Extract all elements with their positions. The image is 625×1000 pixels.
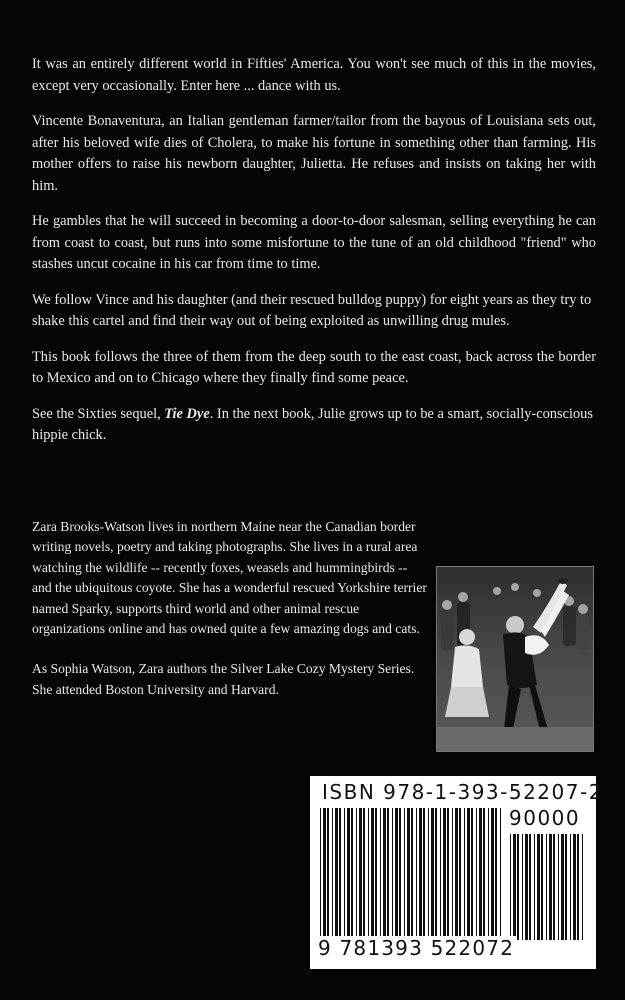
sequel-title: Tie Dye	[164, 405, 210, 422]
barcode-bar	[452, 808, 453, 940]
barcode-bar	[522, 834, 523, 940]
barcode-digits: 9 781393 522072	[318, 936, 515, 960]
barcode-bar	[467, 808, 470, 940]
barcode-bar	[455, 808, 458, 940]
barcode-bar	[582, 834, 583, 940]
barcode-bar	[363, 808, 365, 940]
barcode-bar	[529, 834, 531, 940]
author-bio	[32, 517, 430, 720]
isbn-barcode	[310, 776, 603, 969]
barcode-bar	[320, 808, 321, 940]
barcode-bar	[327, 808, 329, 940]
barcode-bar	[447, 808, 449, 940]
blurb-paragraph-2: Vincente Bonaventura, an Italian gentleman farmer/tailor from the bayous of Louisiana sets out, after his beloved wife dies of Cholera, to make his fortune in something other than farming. His mother offers to raise his newborn daughter, Julietta. He refuses and insists on taking her with him.	[32, 113, 596, 194]
barcode-bar	[513, 834, 516, 940]
barcode-bar	[479, 808, 482, 940]
blurb-paragraph-1: It was an entirely different world in Fifties' America. You won't see much of this in the movies, except very occasionally. Enter here ... dance with us.	[32, 56, 596, 94]
barcode-bar	[541, 834, 543, 940]
barcode-bar	[375, 808, 377, 940]
barcode-bar	[419, 808, 422, 940]
barcode-bar	[431, 808, 434, 940]
barcode-bar	[570, 834, 571, 940]
barcode-bar	[356, 808, 357, 940]
sequel-description-text: . In the next book, Julie grows up to be a smart, socially-conscious hippie chick.	[32, 405, 593, 443]
barcode-bar	[368, 808, 369, 940]
barcode-bar	[407, 808, 410, 940]
barcode-bar	[577, 834, 579, 940]
barcode-bar	[440, 808, 441, 940]
barcode-bar	[495, 808, 497, 940]
blurb-paragraph-6	[32, 404, 596, 447]
ean-barcode-bars	[318, 808, 506, 940]
barcode-bar	[351, 808, 353, 940]
barcode-bar	[549, 834, 552, 940]
back-cover-blurb	[32, 54, 596, 461]
barcode-bar	[500, 808, 501, 940]
barcode-bar	[459, 808, 461, 940]
barcode-bar	[534, 834, 535, 940]
barcode-bar	[491, 808, 494, 940]
barcode-bar	[332, 808, 333, 940]
barcode-bar	[411, 808, 413, 940]
barcode-bar	[561, 834, 564, 940]
barcode-bar	[371, 808, 374, 940]
price-addon-code: 90000	[509, 806, 581, 830]
barcode-bar	[428, 808, 429, 940]
barcode-bar	[344, 808, 345, 940]
barcode-bar	[347, 808, 350, 940]
barcode-bar	[387, 808, 389, 940]
barcode-bar	[471, 808, 473, 940]
barcode-bar	[383, 808, 386, 940]
barcode-bar	[525, 834, 528, 940]
dancing-couple-photo	[436, 566, 594, 752]
barcode-bar	[537, 834, 540, 940]
barcode-bar	[546, 834, 547, 940]
barcode-bar	[335, 808, 338, 940]
barcode-bar	[476, 808, 477, 940]
isbn-label: ISBN 978-1-393-52207-2	[322, 780, 603, 804]
barcode-bar	[565, 834, 567, 940]
blurb-paragraph-3: He gambles that he will succeed in becoming a door-to-door salesman, selling everything he can from coast to coast, but runs into some misfortune to the tune of an old childhood "friend" who stashes uncut cocaine in his car from time to time.	[32, 213, 596, 272]
barcode-bar	[464, 808, 465, 940]
author-bio-paragraph-2: As Sophia Watson, Zara authors the Silver Lake Cozy Mystery Series. She attended Boston University and Harvard.	[32, 661, 415, 697]
barcode-bar	[573, 834, 576, 940]
blurb-paragraph-5: This book follows the three of them from the deep south to the east coast, back across the border to Mexico and on to Chicago where they finally find some peace.	[32, 348, 596, 386]
barcode-bar	[359, 808, 362, 940]
barcode-bar	[517, 834, 519, 940]
barcode-bar	[510, 834, 511, 940]
barcode-bar	[416, 808, 417, 940]
barcode-bar	[392, 808, 393, 940]
addon-barcode-bars	[508, 834, 590, 940]
blurb-paragraph-4: We follow Vince and his daughter (and their rescued bulldog puppy) for eight years as they try to shake this cartel and find their way out of being exploited as unwilling drug mules.	[32, 291, 592, 329]
barcode-bar	[380, 808, 381, 940]
sequel-intro-text: See the Sixties sequel,	[32, 405, 165, 422]
barcode-bar	[483, 808, 485, 940]
barcode-bar	[553, 834, 555, 940]
barcode-bar	[435, 808, 437, 940]
barcode-bar	[488, 808, 489, 940]
barcode-bar	[395, 808, 398, 940]
barcode-bar	[423, 808, 425, 940]
barcode-bar	[558, 834, 559, 940]
barcode-bar	[323, 808, 326, 940]
barcode-bar	[404, 808, 405, 940]
barcode-bar	[443, 808, 446, 940]
barcode-bar	[339, 808, 341, 940]
author-bio-paragraph-1: Zara Brooks-Watson lives in northern Maine near the Canadian border writing novels, poetry and taking photographs. She lives in a rural area watching the wildlife -- recently foxes, weasels and hummingbirds -- and the ubiquitous coyote. She has a wonderful rescued Yorkshire terrier named Sparky, supports third world and other animal rescue organizations online and has owned quite a few amazing dogs and cats.	[32, 519, 427, 637]
barcode-bar	[399, 808, 401, 940]
